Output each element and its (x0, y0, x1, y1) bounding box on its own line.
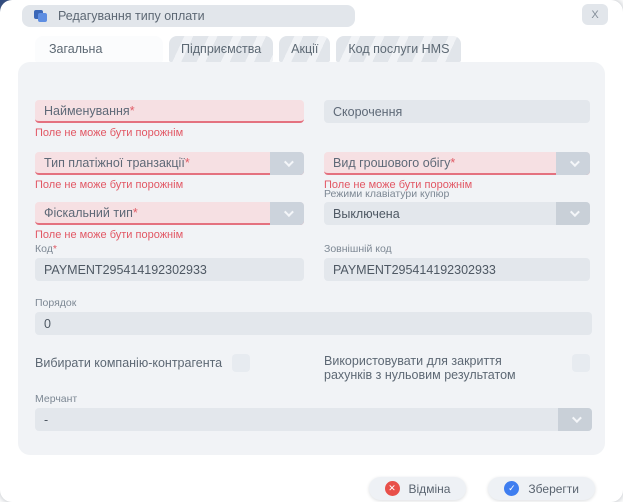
tab-enterprises[interactable] (169, 36, 273, 62)
cancel-icon: ✕ (385, 481, 400, 496)
transaction-type-placeholder: Тип платіжної транзакції (44, 155, 185, 170)
chevron-down-icon[interactable] (556, 202, 590, 225)
tab-bar (35, 36, 623, 62)
order-label: Порядок (35, 297, 77, 309)
external-code-value: PAYMENT295414192302933 (333, 262, 496, 277)
transaction-type-select[interactable]: Тип платіжної транзакції * (35, 152, 304, 175)
close-button[interactable] (582, 4, 608, 25)
counterparty-checkbox-label: Вибирати компанію-контрагента (35, 356, 223, 370)
layers-icon (34, 9, 48, 23)
name-input-placeholder: Найменування (44, 103, 130, 118)
zero-close-checkbox-label: Використовувати для закриття рахунків з нульовим результатом (324, 354, 516, 382)
tab-general-label: Загальна (49, 42, 103, 56)
dialog-title-chip (22, 5, 355, 27)
name-input[interactable]: Найменування * (35, 100, 304, 123)
chevron-down-icon[interactable] (558, 408, 592, 431)
row-name-shortname (35, 100, 590, 139)
keyboard-mode-label: Режими клавіатури купюр (324, 188, 450, 200)
cash-flow-placeholder: Вид грошового обігу (333, 155, 451, 170)
tab-general[interactable] (35, 36, 163, 62)
code-input[interactable] (35, 258, 304, 281)
tab-hms-service-code-label: Код послуги HMS (348, 42, 450, 56)
tab-enterprises-label: Підприємства (181, 42, 262, 56)
tab-promotions[interactable] (279, 36, 330, 62)
tab-promotions-label: Акції (291, 42, 319, 56)
chevron-down-icon[interactable] (556, 152, 590, 175)
external-code-input[interactable] (324, 258, 590, 281)
footer (0, 477, 595, 500)
tab-hms-service-code[interactable] (336, 36, 461, 62)
row-codes (35, 243, 590, 281)
row-order (35, 297, 590, 335)
row-merchant (35, 393, 590, 431)
name-error: Поле не може бути порожнім (35, 127, 184, 139)
external-code-label: Зовнішній код (324, 243, 392, 255)
chevron-down-icon[interactable] (270, 202, 304, 225)
save-button-label: Зберегти (528, 481, 579, 496)
row-transaction-cashflow (35, 152, 590, 191)
close-icon: X (591, 8, 599, 21)
general-tab-panel (18, 62, 605, 455)
cancel-button[interactable] (369, 477, 467, 500)
merchant-value: - (44, 412, 49, 427)
order-value: 0 (44, 316, 51, 331)
dialog-title: Редагування типу оплати (58, 9, 205, 23)
cancel-button-label: Відміна (408, 481, 451, 496)
shortname-input[interactable] (324, 100, 590, 123)
cash-flow-select[interactable]: Вид грошового обігу * (324, 152, 590, 175)
row-fiscal-keyboard (35, 188, 590, 241)
save-button[interactable] (488, 477, 595, 500)
chevron-down-icon[interactable] (270, 152, 304, 175)
fiscal-type-error: Поле не може бути порожнім (35, 229, 184, 241)
row-checkboxes (35, 354, 590, 382)
code-value: PAYMENT295414192302933 (44, 262, 207, 277)
save-icon: ✓ (504, 481, 519, 496)
counterparty-checkbox[interactable] (232, 354, 250, 372)
fiscal-type-select[interactable]: Фіскальний тип * (35, 202, 304, 225)
zero-close-checkbox[interactable] (572, 354, 590, 372)
fiscal-type-placeholder: Фіскальний тип (44, 205, 133, 220)
cash-flow-error: Поле не може бути порожнім (324, 179, 473, 191)
titlebar (0, 0, 623, 32)
keyboard-mode-select[interactable] (324, 202, 590, 225)
order-input[interactable] (35, 312, 592, 335)
keyboard-mode-value: Выключена (333, 206, 400, 221)
transaction-type-error: Поле не може бути порожнім (35, 179, 184, 191)
shortname-input-placeholder: Скорочення (333, 104, 403, 119)
code-label: Код* (35, 243, 57, 255)
merchant-select[interactable] (35, 408, 592, 431)
merchant-label: Мерчант (35, 393, 78, 405)
